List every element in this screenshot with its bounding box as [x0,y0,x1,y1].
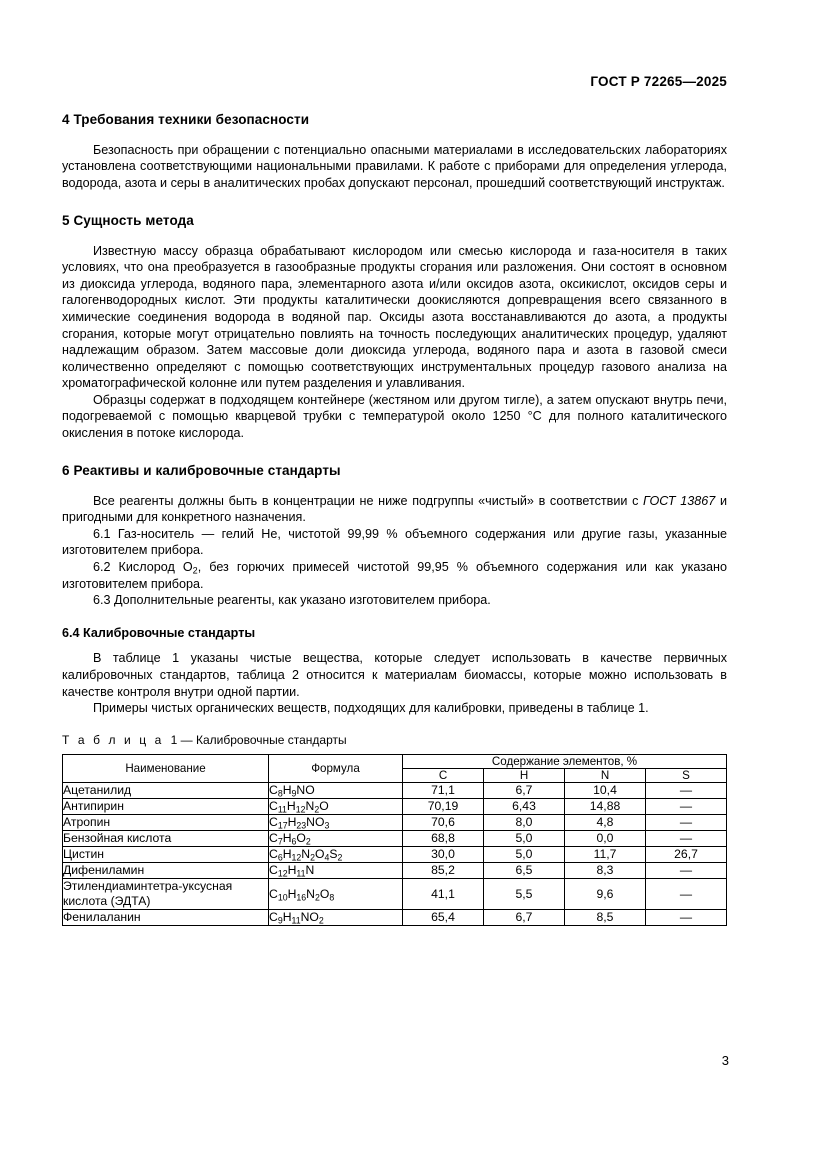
gost-reference-13867: ГОСТ 13867 [643,493,716,508]
cell-chemical-formula: $C_7H_6O_2$ [269,830,403,846]
table-caption-number: 1 [170,732,178,747]
cell-substance-name: Атропин [63,814,269,830]
subsection-6-4 [62,626,727,717]
cell-element-c: 71,1 [403,782,484,798]
table-1-caption [62,733,727,747]
cell-chemical-formula: $C_8H_9NO$ [269,782,403,798]
cell-element-h: 5,0 [484,830,565,846]
cell-element-n: 11,7 [565,846,646,862]
column-header-name: Наименование [63,754,269,782]
cell-substance-name: Цистин [63,846,269,862]
clause-6-2-text-after: , без горючих примесей чистотой 99,95 % объемного содержания или как указано изготовителем прибора. [62,559,727,591]
cell-chemical-formula: $C_9H_{11}NO_2$ [269,909,403,925]
table-header-row-1 [63,754,727,768]
page-content [62,112,727,926]
cell-substance-name: Этилендиаминтетра-уксусная кислота (ЭДТА) [63,878,269,909]
table-row [63,909,727,925]
section-4-paragraph-1: Безопасность при обращении с потенциально опасными материалами в исследовательских лабораториях установлена соответствующими национальными правилами. К работе с приборами для определения углерода, водорода, азота и серы в аналитических пробах допускают персонал, прошедший соответствующий инструктаж. [62,142,727,191]
cell-chemical-formula: $C_{10}H_{16}N_2O_8$ [269,878,403,909]
cell-element-c: 41,1 [403,878,484,909]
cell-substance-name: Антипирин [63,798,269,814]
table-caption-label: Т а б л и ц а [62,732,164,747]
cell-chemical-formula: $C_{12}H_{11}N$ [269,862,403,878]
column-header-formula: Формула [269,754,403,782]
section-5-paragraph-2: Образцы содержат в подходящем контейнере (жестяном или другом тигле), а затем опускают внутрь печи, подогреваемой с помощью кварцевой трубки с температурой около 1250 °С для полного каталитического окисления в потоке кислорода. [62,392,727,441]
clause-6-3: 6.3 Дополнительные реагенты, как указано изготовителем прибора. [93,593,491,608]
cell-element-c: 30,0 [403,846,484,862]
subsection-6-4-paragraph-1: В таблице 1 указаны чистые вещества, которые следует использовать в качестве первичных калибровочных стандартов, таблица 2 относится к материалам биомассы, которые можно использовать в качестве контроля внутри одной партии. [62,651,727,699]
cell-element-n: 8,3 [565,862,646,878]
cell-element-s: 26,7 [646,846,727,862]
column-header-element-h: H [484,768,565,782]
table-calibration-standards [62,754,727,926]
column-header-element-s: S [646,768,727,782]
cell-substance-name: Дифениламин [63,862,269,878]
cell-element-n: 10,4 [565,782,646,798]
section-4-title: 4 Требования техники безопасности [62,112,310,127]
clause-6-1: 6.1 Газ-носитель — гелий He, чистотой 99,99 % объемного содержания или другие газы, указанные изготовителем прибора. [62,526,727,558]
table-row [63,830,727,846]
cell-element-c: 68,8 [403,830,484,846]
cell-element-s: — [646,814,727,830]
cell-element-h: 6,7 [484,909,565,925]
cell-substance-name: Ацетанилид [63,782,269,798]
cell-element-n: 4,8 [565,814,646,830]
table-row [63,862,727,878]
section-6-intro-paragraph [62,493,727,526]
cell-element-h: 5,0 [484,846,565,862]
oxygen-subscript: 2 [192,565,198,576]
cell-element-s: — [646,862,727,878]
table-row [63,814,727,830]
section-4 [62,112,727,192]
table-row [63,782,727,798]
column-header-element-c: C [403,768,484,782]
cell-chemical-formula: $C_{17}H_{23}NO_3$ [269,814,403,830]
cell-substance-name: Бензойная кислота [63,830,269,846]
cell-element-n: 14,88 [565,798,646,814]
clause-6-2-text-before: 6.2 Кислород О [93,559,193,574]
cell-chemical-formula: $C_{11}H_{12}N_2O$ [269,798,403,814]
cell-element-s: — [646,909,727,925]
cell-element-n: 0,0 [565,830,646,846]
cell-chemical-formula: $C_6H_{12}N_2O_4S_2$ [269,846,403,862]
table-row [63,798,727,814]
section-6-intro-text-after: и пригодными для конкретного назначения. [62,493,727,525]
table-header [63,754,727,782]
cell-element-s: — [646,798,727,814]
subsection-6-4-paragraph-2: Примеры чистых органических веществ, подходящих для калибровки, приведены в таблице 1. [93,701,649,716]
cell-element-s: — [646,782,727,798]
table-row [63,878,727,909]
cell-element-c: 85,2 [403,862,484,878]
section-6-intro-text-before: Все реагенты должны быть в концентрации не ниже подгруппы «чистый» в соответствии с [93,493,644,508]
cell-element-n: 9,6 [565,878,646,909]
cell-element-s: — [646,830,727,846]
page-number: 3 [721,1053,729,1068]
cell-element-s: — [646,878,727,909]
cell-element-h: 6,5 [484,862,565,878]
table-row [63,846,727,862]
table-caption-title: Калибровочные стандарты [195,732,347,747]
subsection-6-4-title: 6.4 Калибровочные стандарты [62,625,256,640]
cell-element-h: 6,43 [484,798,565,814]
section-5-title: 5 Сущность метода [62,212,194,228]
cell-element-c: 65,4 [403,909,484,925]
section-6-title: 6 Реактивы и калибровочные стандарты [62,462,341,478]
table-body [63,782,727,925]
section-5-paragraph-1: Известную массу образца обрабатывают кислородом или смесью кислорода и газа-носителя в таких условиях, что она преобразуется в газообразные продукты сгорания или разложения. Они состоят в основном из диоксида углерода, водяного пара, элементарного азота и/или оксидов азота, оксикислот, оксидов серы и галогенводородных кислот. Эти продукты каталитически доокисляются допревращения всего связанного в химические соединения водорода в водяной пар. Оксиды азота восстанавливаются до азота, а продукты сгорания, которые могут отрицательно повлиять на точность последующих аналитических процедур, удаляют надлежащим образом. Затем массовые доли диоксида углерода, водяного пара и азота в газовой смеси количественно определяют с помощью соответствующих инструментальных процедур газового анализа на хроматографической колонне или путем разделения и улавливания. [62,243,727,391]
cell-substance-name: Фенилаланин [63,909,269,925]
section-6 [62,463,727,609]
cell-element-h: 8,0 [484,814,565,830]
cell-element-h: 5,5 [484,878,565,909]
cell-element-n: 8,5 [565,909,646,925]
column-header-element-n: N [565,768,646,782]
column-header-element-content-group: Содержание элементов, % [403,754,727,768]
running-header-standard-number: ГОСТ Р 72265—2025 [590,74,727,89]
section-5 [62,213,727,442]
clause-6-2 [62,559,727,592]
cell-element-c: 70,19 [403,798,484,814]
cell-element-c: 70,6 [403,814,484,830]
table-caption-dash: — [180,732,193,747]
cell-element-h: 6,7 [484,782,565,798]
